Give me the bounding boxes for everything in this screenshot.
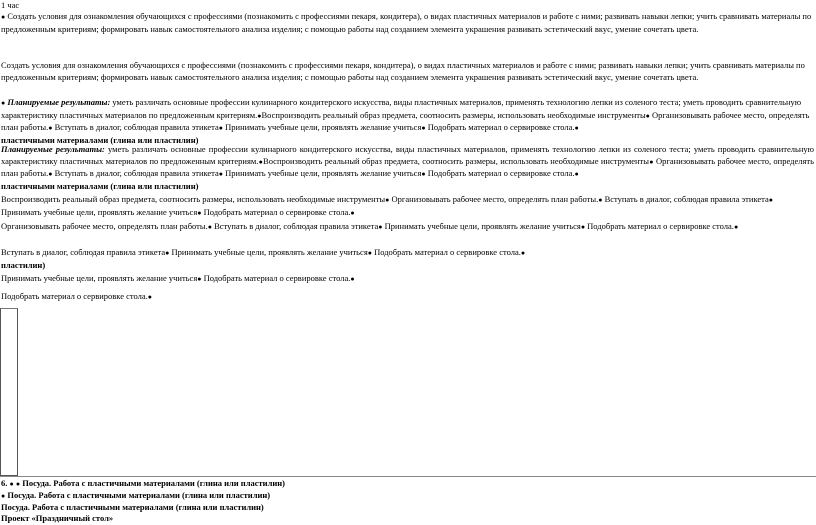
bullet-icon: ● [580,223,586,231]
bullet-icon: ● [385,196,390,204]
bullet-icon: ● [48,170,53,179]
bullet-icon: ● [218,170,224,179]
results-text-5: Принимать учебные цели, проявлять желание учиться [171,247,368,257]
results-text-4: Вступать в диалог, соблюдая правила этикета [1,247,166,257]
results-label: Планируемые результаты: [1,144,105,154]
results-text-5: Принимать учебные цели, проявлять желание учиться [225,122,422,133]
bullet-icon: ● [520,249,526,257]
bullet-icon: ● [598,196,603,204]
hour-label: 1 час [1,0,20,10]
table-frame [0,308,18,476]
goal-text-1: Создать условия для ознакомления обучающихся с профессиями (познакомить с профессиями пекаря, кондитера), о видах пластичных материалов и работе с ними; развивать навыки лепки; учить сравнивать материалы по предложенным критериям; формировать навык самостоятельного анализа изделия; с помощью работы над созданием элемента украшения развивать эстетический вкус, умение сочетать цвета. [1,11,812,34]
results-paragraph-4 [1,221,814,234]
results-text-3: Организовывать рабочее место, определять план работы. [1,155,814,179]
results-text-1: уметь различать основные профессии кулинарного кондитерского искусства, виды пластичных материалов, применять технологию лепки из соленого теста; уметь проводить сравнительную характеристику пластичных материалов по предложенным критериям. [1,144,815,166]
bullet-icon: ● [350,275,355,283]
materials-heading: пластичными материалами (глина или пластилин) [1,134,199,145]
results-text-5: Принимать учебные цели, проявлять желание учиться [1,206,198,217]
bullet-icon: ● [165,249,170,257]
results-text-4: Вступать в диалог, соблюдая правила этикета [604,194,769,204]
results-text-3: Организовывать рабочее место, определять план работы. [391,194,599,204]
table-divider [0,476,816,477]
bullet-icon: ● [645,111,650,120]
row-number: 6. [1,478,8,488]
results-text-5: Принимать учебные цели, проявлять желание учиться [225,168,422,179]
bullet-icon: ● [1,13,6,21]
results-text-6: Подобрать материал о сервировке стола. [374,247,521,257]
results-text-4: Вступать в диалог, соблюдая правила этикета [54,122,219,133]
results-text-6: Подобрать материал о сервировке стола. [203,273,351,283]
bullet-icon: ● [257,111,262,120]
results-text-2: Воспроизводить реальный образ предмета, соотносить размеры, использовать необходимые инструменты [263,155,649,166]
bullet-icon: ● [378,223,383,231]
bullet-icon: ● [1,492,6,500]
goal-paragraph-1 [1,11,814,35]
bullet-icon: ● [207,223,212,231]
bullet-icon: ● [197,208,202,217]
results-paragraph-5 [1,247,814,271]
bullet-icon: ● [9,480,14,488]
bottom-line-2 [1,490,814,503]
results-text-2: Воспроизводить реальный образ предмета, соотносить размеры, использовать необходимые инструменты [1,194,386,204]
results-text-4: Вступать в диалог, соблюдая правила этикета [54,168,219,179]
results-text-6: Подобрать материал о сервировке стола. [1,291,148,301]
results-text-5: Принимать учебные цели, проявлять желание учиться [384,221,581,231]
results-text-6: Подобрать материал о сервировке стола. [427,168,575,179]
bullet-icon: ● [768,196,773,204]
results-text-2: Воспроизводить реальный образ предмета, соотносить размеры, использовать необходимые инструменты [261,109,646,120]
lesson-topic-3: Посуда. Работа с пластичными материалами (глина или пластилин) [1,502,264,512]
bottom-line-1 [1,478,814,491]
results-paragraph-6 [1,273,814,286]
bullet-icon: ● [1,99,6,107]
results-paragraph-3 [1,194,814,219]
results-text-6: Подобрать материал о сервировке стола. [203,206,351,217]
goal-paragraph-2: Создать условия для ознакомления обучающихся с профессиями (познакомить с профессиями пекаря, кондитера), о видах пластичных материалов и работе с ними; развивать навыки лепки; учить сравнивать материалы по предложенным критериям; формировать навык самостоятельного анализа изделия; с помощью работы над созданием элемента украшения развивать эстетический вкус, умение сочетать цвета. [1,60,805,82]
materials-heading-short: пластилин) [1,259,46,270]
bullet-icon: ● [733,223,739,231]
materials-heading: пластичными материалами (глина или пластилин) [1,180,199,191]
lesson-topic-1: Посуда. Работа с пластичными материалами (глина или пластилин) [22,478,285,488]
bullet-icon: ● [218,124,224,133]
bullet-icon: ● [421,170,426,179]
project-title: Проект «Праздничный стол» [1,513,114,523]
bullet-icon: ● [258,157,264,166]
bullet-icon: ● [350,208,355,217]
bullet-icon: ● [648,157,654,166]
results-paragraph-2 [1,144,814,192]
results-text-6: Подобрать материал о сервировке стола. [587,221,734,231]
lesson-topic-2: Посуда. Работа с пластичными материалами (глина или пластилин) [7,490,271,500]
bullet-icon: ● [574,124,579,133]
results-paragraph-7 [1,291,814,304]
bullet-icon: ● [147,293,152,301]
results-label: Планируемые результаты: [7,97,111,107]
bullet-icon: ● [574,170,579,179]
results-text-1: уметь различать основные профессии кулинарного кондитерского искусства, виды пластичных материалов, применять технологию лепки из соленого теста; уметь проводить сравнительную характеристику пластичных материалов по предложенным критериям. [1,97,802,120]
results-text-6: Подобрать материал о сервировке стола. [427,122,575,133]
bullet-icon: ● [15,480,21,488]
results-text-5: Принимать учебные цели, проявлять желание учиться [1,273,198,283]
results-paragraph-1 [1,97,814,146]
bullet-icon: ● [421,124,426,133]
results-text-3: Организовывать рабочее место, определять план работы. [1,221,208,231]
bullet-icon: ● [197,275,202,283]
results-text-3: Организовывать рабочее место, определять план работы. [1,109,810,133]
results-text-4: Вступать в диалог, соблюдая правила этикета [214,221,379,231]
bullet-icon: ● [367,249,372,257]
bullet-icon: ● [48,124,53,133]
